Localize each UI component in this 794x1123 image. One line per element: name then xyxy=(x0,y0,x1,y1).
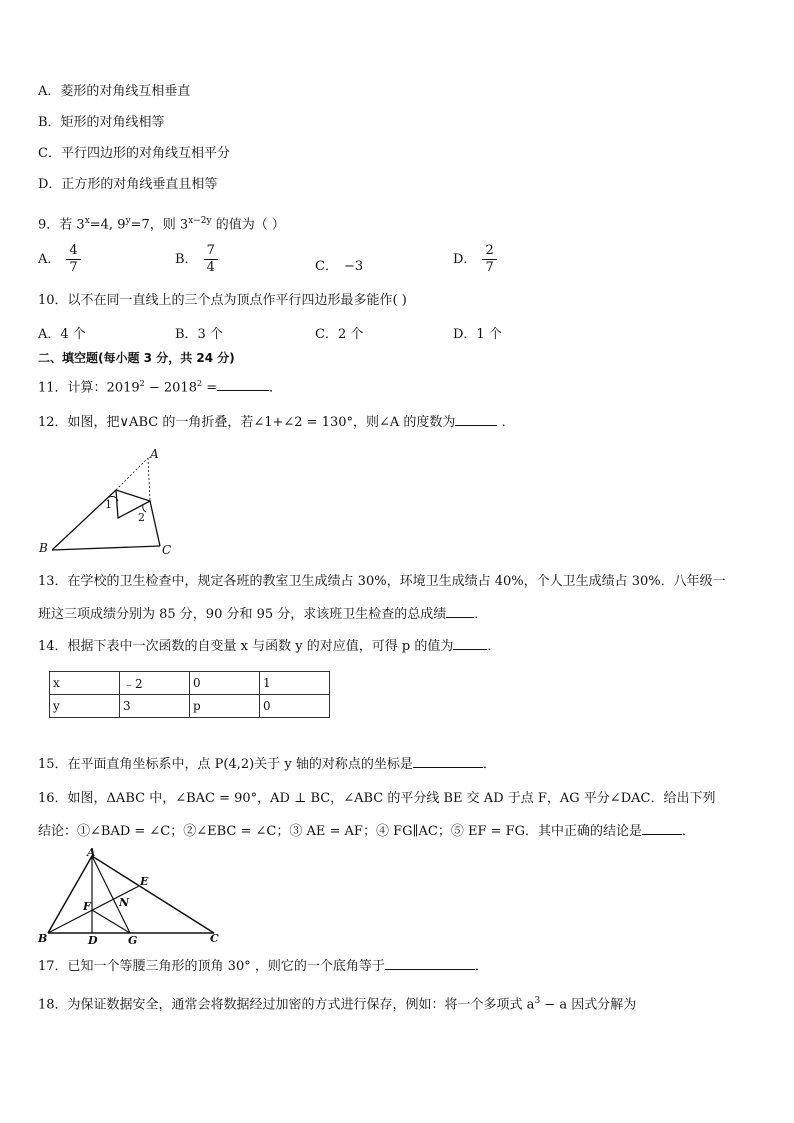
angle-1-label: 1 xyxy=(105,498,112,511)
q18-stem: 18．为保证数据安全，通常会将数据经过加密的方式进行保存，例如：将一个多项式 $a^3 - a$ 因式分解为 xyxy=(38,996,637,1013)
q16-line2: 结论：①∠BAD = ∠C；②∠EBC = ∠C；③ AE = AF；④ FG∥AC；⑤ EF = FG．其中正确的结论是 ． xyxy=(38,821,695,841)
q13-answer-blank[interactable] xyxy=(446,604,474,618)
q12-answer-blank[interactable] xyxy=(455,412,497,426)
q11-stem: 11．计算：$2019^2 - 2018^2$ = ． xyxy=(38,379,283,396)
q10-option-b: B．3 个 xyxy=(175,327,223,342)
q12-stem: 12．如图，把∨ABC 的一角折叠，若∠1+∠2 = 130°，则∠A 的度数为 ． xyxy=(38,412,515,432)
point-d-label: D xyxy=(88,934,98,944)
vertex-a-label: A xyxy=(87,848,96,859)
value-table xyxy=(49,671,330,718)
point-g-label: G xyxy=(128,934,138,944)
q10-option-c: C．2 个 xyxy=(315,327,364,342)
q9-stem: 9．若 $3^x=4$, $9^y=7$，则 $3^{x-2y}$ 的值为（ ） xyxy=(38,216,285,233)
q8-option-a: A．菱形的对角线互相垂直 xyxy=(38,84,191,99)
vertex-b-label: B xyxy=(38,932,48,944)
vertex-c-label: C xyxy=(210,932,219,944)
q10-stem: 10．以不在同一直线上的三个点为顶点作平行四边形最多能作( ) xyxy=(38,293,407,308)
vertex-a-label: A xyxy=(150,447,159,461)
point-e-label: E xyxy=(140,875,149,888)
table-cell: 1 xyxy=(260,672,330,695)
q8-option-c: C．平行四边形的对角线互相平分 xyxy=(38,146,230,161)
q17-answer-blank[interactable] xyxy=(385,956,475,970)
table-cell: 0 xyxy=(190,672,260,695)
q15-answer-blank[interactable] xyxy=(413,754,483,768)
side-ac xyxy=(150,501,160,546)
table-cell: p xyxy=(190,695,260,718)
q16-line1: 16．如图，ΔABC 中，∠BAC = 90°，AD ⊥ BC，∠ABC 的平分线 BE 交 AD 于点 F，AG 平分∠DAC．给出下列 xyxy=(38,791,716,806)
dotted-ab-extension xyxy=(116,458,148,490)
q12-triangle-figure xyxy=(36,446,176,558)
section-title: 二、填空题(每小题 3 分，共 24 分) xyxy=(38,351,235,365)
q10-option-d: D．1 个 xyxy=(453,327,502,342)
q10-option-a: A．4 个 xyxy=(38,327,86,342)
point-f-label: F xyxy=(83,900,91,913)
q9-option-c: C． −3 xyxy=(315,259,364,274)
q9-option-b: B． $\frac{7}{4}$ xyxy=(175,243,218,276)
dotted-ac-extension xyxy=(148,458,150,501)
q13-line2: 班这三项成绩分别为 85 分，90 分和 95 分，求该班卫生检查的总成绩 ． xyxy=(38,604,487,624)
q17-stem: 17．已知一个等腰三角形的顶角 30° ，则它的一个底角等于 ． xyxy=(38,956,488,976)
side-bc xyxy=(52,546,160,550)
q11-answer-blank[interactable] xyxy=(217,377,269,391)
vertex-c-label: C xyxy=(162,543,172,557)
table-cell: 0 xyxy=(260,695,330,718)
q9-option-d: D． $\frac{2}{7}$ xyxy=(453,243,497,276)
angle-2-label: 2 xyxy=(138,511,145,524)
table-cell: x xyxy=(50,672,120,695)
q15-stem: 15．在平面直角坐标系中，点 P(4,2)关于 y 轴的对称点的坐标是 ． xyxy=(38,754,496,774)
q14-answer-blank[interactable] xyxy=(453,636,487,650)
q9-option-a: A． $\frac{4}{7}$ xyxy=(38,243,81,276)
table-cell: y xyxy=(50,695,120,718)
vertex-b-label: B xyxy=(39,541,48,555)
q13-line1: 13．在学校的卫生检查中，规定各班的教室卫生成绩占 30%，环境卫生成绩占 40%，个人卫生成绩占 30%．八年级一 xyxy=(38,574,726,589)
q8-option-d: D．正方形的对角线垂直且相等 xyxy=(38,177,218,192)
table-cell: ﹣2 xyxy=(120,672,190,695)
q8-option-b: B．矩形的对角线相等 xyxy=(38,115,165,130)
table-cell: 3 xyxy=(120,695,190,718)
q14-stem: 14．根据下表中一次函数的自变量 x 与函数 y 的对应值，可得 p 的值为 ． xyxy=(38,636,500,656)
table-row xyxy=(50,672,330,695)
point-n-label: N xyxy=(119,896,130,909)
q16-triangle-figure xyxy=(34,848,224,944)
q16-answer-blank[interactable] xyxy=(642,821,682,835)
table-row xyxy=(50,695,330,718)
